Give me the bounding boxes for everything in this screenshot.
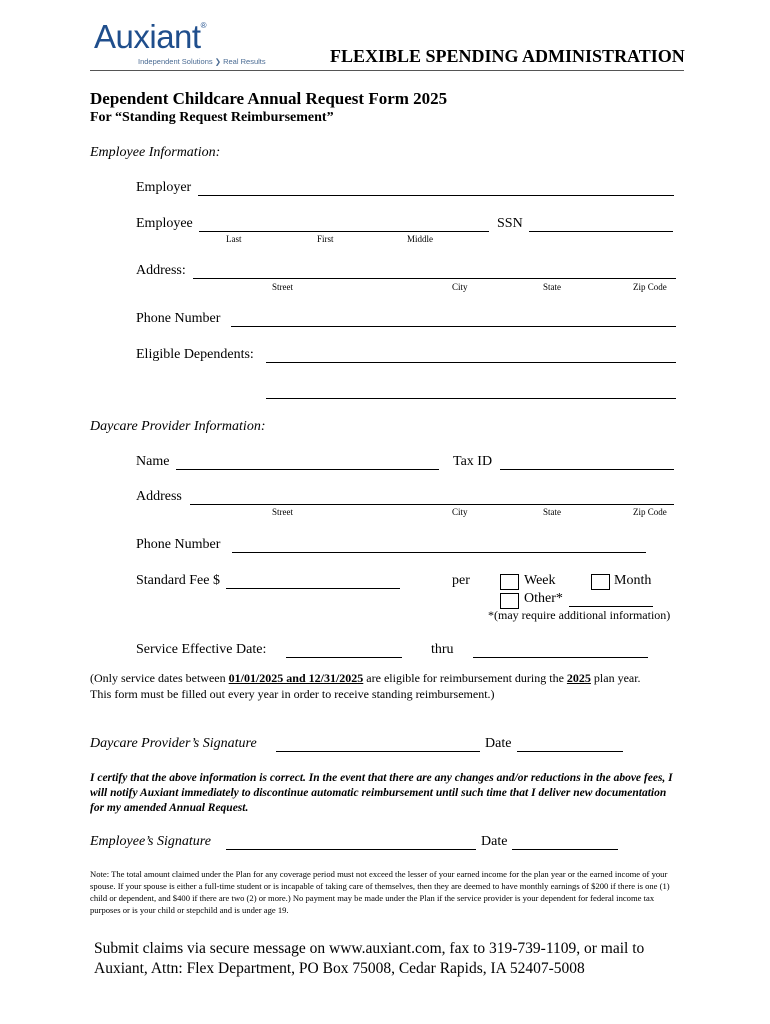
fee-field[interactable] <box>226 588 400 589</box>
employee-address-hint-street: Street <box>272 282 293 292</box>
provider-address-hint-street: Street <box>272 507 293 517</box>
other-checkbox[interactable] <box>500 593 519 609</box>
dates-note-year: 2025 <box>566 671 591 685</box>
provider-signature-field[interactable] <box>276 751 480 752</box>
dependents-field-1[interactable] <box>266 362 676 363</box>
name-hint-last: Last <box>226 234 242 244</box>
provider-address-label: Address <box>136 489 182 504</box>
employee-date-label: Date <box>481 834 508 849</box>
dates-note-range: 01/01/2025 and 12/31/2025 <box>228 671 364 685</box>
employer-label: Employer <box>136 180 192 195</box>
provider-name-label: Name <box>136 454 170 469</box>
other-field[interactable] <box>569 606 653 607</box>
employee-date-field[interactable] <box>512 849 618 850</box>
logo-text: Auxiant <box>94 18 201 55</box>
provider-address-hint-state: State <box>543 507 561 517</box>
employee-address-field[interactable] <box>193 278 676 279</box>
form-title: Dependent Childcare Annual Request Form 2025 <box>90 89 448 108</box>
employee-signature-field[interactable] <box>226 849 476 850</box>
month-label: Month <box>614 573 652 588</box>
employee-address-label: Address: <box>136 263 186 278</box>
department-heading: FLEXIBLE SPENDING ADMINISTRATION <box>330 46 685 66</box>
week-checkbox[interactable] <box>500 574 519 590</box>
provider-address-hint-city: City <box>452 507 468 517</box>
employee-phone-label: Phone Number <box>136 311 221 326</box>
company-logo <box>94 20 206 53</box>
submit-instructions: Submit claims via secure message on www.auxiant.com, fax to 319-739-1109, or mail to Auxiant, Attn: Flex Department, PO Box 75008, Cedar Rapids, IA 52407-5008 <box>94 940 645 977</box>
taxid-label: Tax ID <box>453 454 493 469</box>
form-subtitle: For “Standing Request Reimbursement” <box>90 110 334 125</box>
per-label: per <box>452 573 470 588</box>
provider-date-field[interactable] <box>517 751 623 752</box>
service-start-field[interactable] <box>286 657 402 658</box>
provider-phone-label: Phone Number <box>136 537 221 552</box>
employee-phone-field[interactable] <box>231 326 676 327</box>
provider-date-label: Date <box>485 736 512 751</box>
employer-field[interactable] <box>198 195 674 196</box>
dependents-label: Eligible Dependents: <box>136 347 254 362</box>
dates-note-text-2: are eligible for reimbursement during the <box>363 671 567 685</box>
employee-address-hint-zip: Zip Code <box>633 282 667 292</box>
header-divider <box>90 70 684 71</box>
other-label: Other* <box>524 591 563 606</box>
provider-address-hint-zip: Zip Code <box>633 507 667 517</box>
ssn-label: SSN <box>497 216 523 231</box>
dates-note-line2: This form must be filled out every year in order to receive standing reimbursement.) <box>90 687 495 701</box>
certification-text: I certify that the above information is correct. In the event that there are any changes and/or reductions in the above fees, I will notify Auxiant immediately to discontinue automatic reimbursement until such time that I deliver new documentation for my amended Annual Request. <box>90 772 673 814</box>
employee-address-hint-state: State <box>543 282 561 292</box>
provider-address-field[interactable] <box>190 504 674 505</box>
dates-note-text-3: plan year. <box>590 671 641 685</box>
ssn-field[interactable] <box>529 231 673 232</box>
service-end-field[interactable] <box>473 657 648 658</box>
dates-note <box>90 670 690 702</box>
provider-phone-field[interactable] <box>232 552 646 553</box>
taxid-field[interactable] <box>500 469 674 470</box>
name-hint-first: First <box>317 234 334 244</box>
other-footnote: *(may require additional information) <box>488 608 671 622</box>
fine-print-note: Note: The total amount claimed under the Plan for any coverage period must not exceed the lesser of your earned income for the plan year or the earned income of your spouse. If your spouse is either a full-time student or is incapable of taking care of themselves, then they are deemed to have monthly earnings of $200 if there is one (1) child or dependent, and $400 if there are two (2) or more.) No payment may be made under the Plan if the service provider is your dependent for federal income tax purposes or is your child or stepchild and is under age 19. <box>90 869 670 915</box>
thru-label: thru <box>431 642 454 657</box>
provider-name-field[interactable] <box>176 469 439 470</box>
employee-label: Employee <box>136 216 193 231</box>
employee-name-field[interactable] <box>199 231 489 232</box>
logo-mark: ® <box>200 21 206 30</box>
employee-signature-label: Employee’s Signature <box>90 834 211 849</box>
employee-address-hint-city: City <box>452 282 468 292</box>
provider-section-title: Daycare Provider Information: <box>90 419 266 434</box>
service-date-label: Service Effective Date: <box>136 642 267 657</box>
dependents-field-2[interactable] <box>266 398 676 399</box>
month-checkbox[interactable] <box>591 574 610 590</box>
week-label: Week <box>524 573 556 588</box>
provider-signature-label: Daycare Provider’s Signature <box>90 736 257 751</box>
logo-tagline: Independent Solutions ❯ Real Results <box>138 57 266 66</box>
dates-note-text-1: (Only service dates between <box>90 671 229 685</box>
name-hint-middle: Middle <box>407 234 433 244</box>
fee-label: Standard Fee $ <box>136 573 220 588</box>
employee-section-title: Employee Information: <box>90 145 221 160</box>
